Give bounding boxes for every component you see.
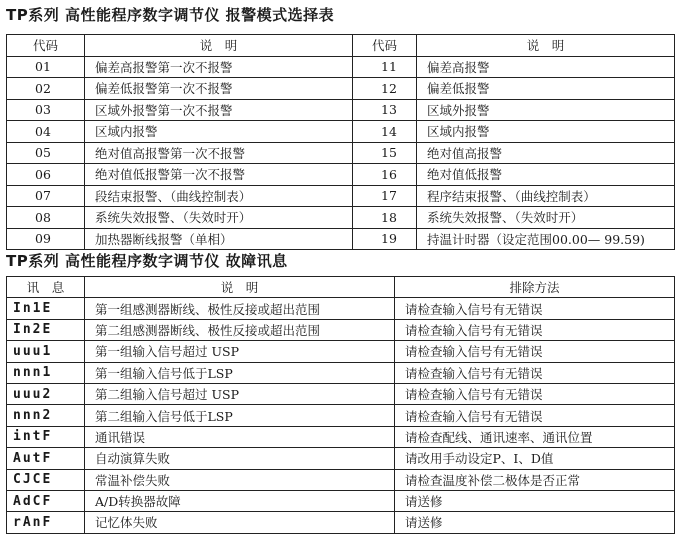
fault-message-code: In1E: [7, 298, 85, 319]
table-row: [7, 319, 675, 340]
fault-description: 第二组感测器断线、极性反接或超出范围: [85, 319, 395, 340]
alarm-code: 06: [7, 164, 85, 186]
alarm-description: 区域内报警: [85, 121, 353, 143]
fault-remedy: 请改用手动设定P、I、D值: [395, 448, 675, 469]
fault-description: 自动演算失败: [85, 448, 395, 469]
alarm-code: 01: [7, 56, 85, 78]
alarm-code: 16: [353, 164, 417, 186]
fault-description: A/D转换器故障: [85, 490, 395, 511]
alarm-description: 偏差低报警: [417, 78, 675, 100]
table-row: [7, 78, 675, 100]
header-description: 说 明: [417, 35, 675, 57]
fault-description: 第一组感测器断线、极性反接或超出范围: [85, 298, 395, 319]
fault-message-code: rAnF: [7, 512, 85, 533]
table-row: [7, 469, 675, 490]
fault-remedy: 请检查输入信号有无错误: [395, 383, 675, 404]
table-row: [7, 121, 675, 143]
alarm-code: 02: [7, 78, 85, 100]
alarm-description: 程序结束报警、（曲线控制表）: [417, 185, 675, 207]
alarm-code: 08: [7, 207, 85, 229]
alarm-description: 区域外报警第一次不报警: [85, 99, 353, 121]
table-row: [7, 298, 675, 319]
alarm-code: 18: [353, 207, 417, 229]
alarm-description: 绝对值高报警第一次不报警: [85, 142, 353, 164]
fault-description: 第二组输入信号超过 USP: [85, 383, 395, 404]
table-row: [7, 207, 675, 229]
alarm-description: 加热器断线报警（单相）: [85, 228, 353, 250]
fault-message-code: AdCF: [7, 490, 85, 511]
header-code: 代码: [7, 35, 85, 57]
fault-message-code: uuu2: [7, 383, 85, 404]
fault-remedy: 请检查温度补偿二极体是否正常: [395, 469, 675, 490]
fault-description: 第一组输入信号超过 USP: [85, 341, 395, 362]
alarm-code: 13: [353, 99, 417, 121]
table-row: [7, 490, 675, 511]
alarm-description: 偏差高报警: [417, 56, 675, 78]
table-row: [7, 142, 675, 164]
alarm-code: 17: [353, 185, 417, 207]
alarm-table-title: TP系列 高性能程序数字调节仪 报警模式选择表: [6, 6, 335, 24]
alarm-description: 持温计时器（设定范围00.00— 99.59): [417, 228, 675, 250]
fault-remedy: 请检查输入信号有无错误: [395, 362, 675, 383]
alarm-code: 11: [353, 56, 417, 78]
fault-description: 通讯错误: [85, 426, 395, 447]
fault-message-code: AutF: [7, 448, 85, 469]
alarm-code: 19: [353, 228, 417, 250]
fault-message-code: nnn1: [7, 362, 85, 383]
fault-description: 第二组输入信号低于LSP: [85, 405, 395, 426]
alarm-mode-table: [6, 34, 675, 250]
header-code: 代码: [353, 35, 417, 57]
alarm-description: 绝对值低报警: [417, 164, 675, 186]
fault-message-code: CJCE: [7, 469, 85, 490]
table-row: [7, 383, 675, 404]
alarm-code: 15: [353, 142, 417, 164]
table-row: [7, 405, 675, 426]
fault-message-table: [6, 276, 675, 534]
table-row: [7, 56, 675, 78]
alarm-description: 段结束报警、（曲线控制表）: [85, 185, 353, 207]
header-description: 说 明: [85, 35, 353, 57]
alarm-description: 区域外报警: [417, 99, 675, 121]
alarm-code: 07: [7, 185, 85, 207]
alarm-description: 偏差低报警第一次不报警: [85, 78, 353, 100]
alarm-description: 偏差高报警第一次不报警: [85, 56, 353, 78]
alarm-description: 绝对值低报警第一次不报警: [85, 164, 353, 186]
table-row: [7, 362, 675, 383]
fault-table-title: TP系列 高性能程序数字调节仪 故障讯息: [6, 252, 288, 270]
fault-description: 第一组输入信号低于LSP: [85, 362, 395, 383]
table-row: [7, 185, 675, 207]
table-row: [7, 164, 675, 186]
alarm-description: 区域内报警: [417, 121, 675, 143]
alarm-code: 09: [7, 228, 85, 250]
table-header-row: [7, 35, 675, 57]
alarm-code: 14: [353, 121, 417, 143]
fault-remedy: 请检查输入信号有无错误: [395, 298, 675, 319]
fault-description: 常温补偿失败: [85, 469, 395, 490]
alarm-code: 12: [353, 78, 417, 100]
fault-remedy: 请送修: [395, 512, 675, 533]
header-message: 讯 息: [7, 277, 85, 298]
fault-message-code: nnn2: [7, 405, 85, 426]
alarm-description: 系统失效报警、（失效时开）: [85, 207, 353, 229]
alarm-code: 03: [7, 99, 85, 121]
alarm-code: 05: [7, 142, 85, 164]
alarm-code: 04: [7, 121, 85, 143]
fault-remedy: 请送修: [395, 490, 675, 511]
table-row: [7, 99, 675, 121]
fault-description: 记忆体失败: [85, 512, 395, 533]
fault-message-code: uuu1: [7, 341, 85, 362]
table-row: [7, 426, 675, 447]
table-row: [7, 448, 675, 469]
header-description: 说 明: [85, 277, 395, 298]
table-header-row: [7, 277, 675, 298]
table-row: [7, 512, 675, 533]
fault-remedy: 请检查配线、通讯速率、通讯位置: [395, 426, 675, 447]
fault-message-code: In2E: [7, 319, 85, 340]
alarm-description: 系统失效报警、（失效时开）: [417, 207, 675, 229]
table-row: [7, 341, 675, 362]
fault-remedy: 请检查输入信号有无错误: [395, 341, 675, 362]
header-remedy: 排除方法: [395, 277, 675, 298]
fault-remedy: 请检查输入信号有无错误: [395, 405, 675, 426]
alarm-description: 绝对值高报警: [417, 142, 675, 164]
fault-remedy: 请检查输入信号有无错误: [395, 319, 675, 340]
fault-message-code: intF: [7, 426, 85, 447]
table-row: [7, 228, 675, 250]
